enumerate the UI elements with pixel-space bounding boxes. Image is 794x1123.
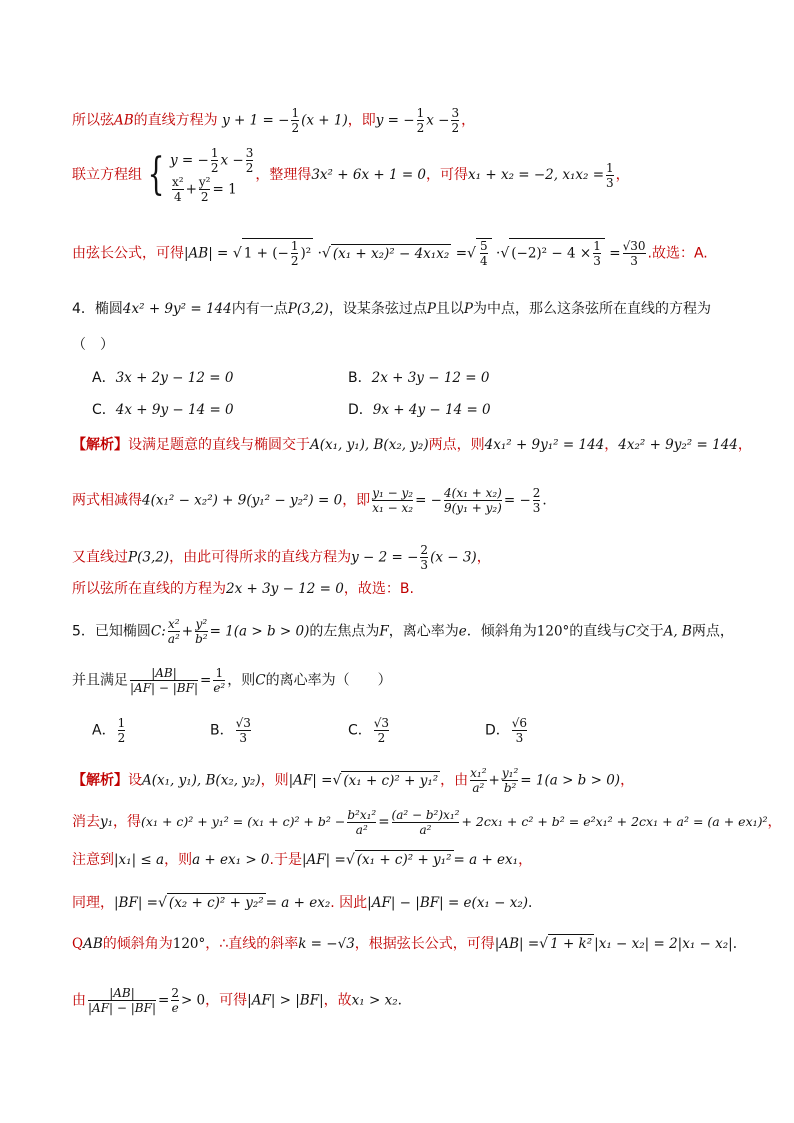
math: + <box>488 772 500 789</box>
option-d[interactable]: D． $\frac{√6}{3}$ <box>485 716 528 745</box>
text: ．倾斜角为 <box>466 623 537 640</box>
option-c[interactable]: C． $\frac{√3}{2}$ <box>348 716 390 745</box>
math: (x₁ + c)² + y₁² = (x₁ + c)² + b² − <box>141 814 346 829</box>
text: ，可得 <box>426 167 469 183</box>
math: C: <box>150 623 166 640</box>
fraction: $\frac{2}{3}$ <box>420 543 429 572</box>
math: = − <box>415 492 442 509</box>
fraction: $\frac{\text{y₁ − y₂}}{\text{x₁ − x₂}}$ <box>372 486 414 515</box>
text: ，由此可得所求的直线方程为 <box>169 549 352 566</box>
text: ，设某条弦过点 <box>328 301 427 317</box>
solution-line-1 <box>72 106 475 135</box>
fraction: $\frac{\text{x²}}{\text{a²}}$ <box>167 617 180 646</box>
math: Q <box>72 936 84 952</box>
text: ，离心率为 <box>388 623 459 640</box>
fraction: $\frac{\text{b²x₁²}}{\text{a²}}$ <box>347 808 377 837</box>
sqrt-symbol: √ <box>332 772 342 789</box>
math: (x + 1) <box>301 112 348 129</box>
text: 注意到 <box>72 852 114 868</box>
math: = 1(a > b > 0) <box>209 623 310 640</box>
text: 的左焦点为 <box>309 623 380 640</box>
math: = <box>609 245 621 262</box>
text: 内有一点 <box>231 301 288 317</box>
analysis-5-line-3 <box>72 850 532 869</box>
text: 的直线方程为 <box>133 112 218 129</box>
fraction: $\frac{\text{4(x₁ + x₂)}}{\text{9(y₁ + y₂)}}$ <box>443 486 502 515</box>
math: a + ex₁ > 0 <box>192 852 270 868</box>
math: y − 2 = − <box>351 549 419 566</box>
math: + <box>181 623 194 640</box>
math: · <box>317 245 322 262</box>
radicand: (x₁ + c)² + y₁² <box>356 852 452 868</box>
math: y + 1 = − <box>222 112 290 129</box>
text: ，故选：B. <box>343 581 414 597</box>
math: 4(x₁² − x₂²) + 9(y₁² − y₂²) = 0 <box>142 492 343 509</box>
sqrt-symbol: √ <box>232 245 242 262</box>
math: y₁ <box>100 814 114 830</box>
math: = <box>378 814 390 830</box>
text: 同理， <box>72 895 114 911</box>
math: 120° <box>536 623 570 640</box>
fraction: $\frac{\text{(a² − b²)x₁²}}{\text{a²}}$ <box>391 808 460 837</box>
fraction: $\frac{|AB|}{|AF| - |BF|}$ <box>130 666 198 695</box>
text: ，则 <box>227 672 256 689</box>
analysis-5-line-2 <box>72 808 782 837</box>
analysis-tag: 【解析】 <box>72 437 128 453</box>
math: . <box>542 492 547 509</box>
analysis-4-line-3 <box>72 543 491 572</box>
math: A(x₁, y₁), B(x₂, y₂) <box>310 437 429 453</box>
option-d[interactable]: D．9x + 4y − 14 = 0 <box>348 402 491 418</box>
analysis-4-line-1 <box>72 436 752 454</box>
math: = <box>158 992 170 1009</box>
analysis-4-line-2 <box>72 486 547 515</box>
text: ，即 <box>347 112 376 129</box>
math: = 1(a > b > 0) <box>520 772 621 789</box>
left-brace: { <box>147 149 165 200</box>
text: ，整理得 <box>255 167 312 183</box>
fraction: $\frac{1}{3}$ <box>606 160 614 190</box>
math: P <box>463 301 474 317</box>
radicand: 1 + (− $\frac{1}{2}$ )² <box>243 239 312 268</box>
fraction: $\frac{|AB|}{|AF| - |BF|}$ <box>88 986 156 1015</box>
equation-system: y = − $\frac{1}{2}$ x − $\frac{3}{2}$ $\frac{\text{x²}}{4}$ + $\frac{\text{y²}}{2}$ = 1 <box>170 146 254 204</box>
text: ，得 <box>113 814 142 830</box>
radicand: (x₂ + c)² + y₂² <box>168 895 264 911</box>
text: ，则 <box>260 772 289 789</box>
math: C <box>255 672 266 689</box>
text: 由弦长公式，可得 <box>72 245 184 262</box>
math: AB <box>114 112 134 129</box>
sqrt-symbol: √ <box>500 245 510 262</box>
question-5-stem-2 <box>72 666 392 695</box>
math: = a + ex₂ <box>265 895 331 911</box>
math: = − <box>503 492 531 509</box>
math: P(3,2) <box>287 301 329 317</box>
text: 交于 <box>635 623 664 640</box>
fraction: $\frac{3}{2}$ <box>451 106 460 135</box>
fraction: $\frac{\text{y₁²}}{\text{b²}}$ <box>501 766 519 795</box>
text: ， <box>737 437 752 453</box>
fraction: $\frac{1}{2}$ <box>416 106 425 135</box>
sqrt-symbol: √ <box>345 852 355 868</box>
radicand: (x₁ + x₂)² − 4x₁x₂ <box>332 245 450 262</box>
text: ，故 <box>323 992 352 1009</box>
math: x − <box>426 112 450 129</box>
text: ，则 <box>164 852 193 868</box>
text: .故选：A. <box>647 245 708 262</box>
analysis-5-line-1 <box>72 766 634 795</box>
text: 所以弦所在直线的方程为 <box>72 581 226 597</box>
text: ，根据弦长公式，可得 <box>354 936 495 952</box>
text: 两式相减得 <box>72 492 142 509</box>
math: |AF| − |BF| = e(x₁ − x₂) <box>367 895 529 911</box>
fraction: $\frac{2}{3}$ <box>532 486 541 515</box>
question-5-stem-1 <box>72 617 734 646</box>
solution-line-2 <box>72 146 630 204</box>
analysis-5-line-4 <box>72 893 532 912</box>
math: . <box>732 936 738 952</box>
math: (x − 3) <box>430 549 477 566</box>
math: 120° <box>172 936 206 952</box>
math: P <box>426 301 436 317</box>
math: . <box>528 895 533 911</box>
text: .于是 <box>269 852 302 868</box>
fraction: $\frac{\text{x₁²}}{\text{a²}}$ <box>470 766 487 795</box>
math: x₁ + x₂ = −2, x₁x₂ = <box>468 167 605 183</box>
fraction: $\frac{1}{2}$ <box>291 106 300 135</box>
text: 的离心率为（ ） <box>265 672 392 689</box>
text: ，可得 <box>205 992 248 1009</box>
option-b[interactable]: B． $\frac{√3}{3}$ <box>210 716 251 745</box>
text: 联立方程组 <box>72 167 142 183</box>
math: x₁ > x₂ <box>351 992 398 1009</box>
solution-line-3 <box>72 238 708 268</box>
text: 的直线与 <box>569 623 626 640</box>
radicand: $\frac{5}{4}$ <box>476 238 492 268</box>
text: 5．已知椭圆 <box>72 623 151 640</box>
text: 且以 <box>435 301 464 317</box>
math: |AF| = <box>301 852 346 868</box>
fraction: $\frac{2}{e}$ <box>171 986 179 1015</box>
analysis-tag: 【解析】 <box>72 772 128 789</box>
math: + 2cx₁ + c² + b² = e²x₁² + 2cx₁ + a² = (a + ex₁)² <box>461 814 768 829</box>
math: |AB| = <box>494 936 540 952</box>
math: |AF| > |BF| <box>247 992 324 1009</box>
text: 的倾斜角为 <box>102 936 173 952</box>
text: 两点，则 <box>428 437 485 453</box>
math: |BF| = <box>114 895 158 911</box>
math: |AF| = <box>288 772 333 789</box>
math: A(x₁, y₁), B(x₂, y₂) <box>142 772 261 789</box>
sqrt-symbol: √ <box>158 895 167 911</box>
text: ， <box>518 852 533 868</box>
math: = <box>455 245 468 262</box>
sqrt-symbol: √ <box>467 245 476 262</box>
text: ， <box>615 167 630 183</box>
math: F <box>379 623 389 640</box>
radicand: (−2)² − 4 × $\frac{1}{3}$ <box>509 238 605 268</box>
fraction: $\frac{√30}{3}$ <box>622 239 646 268</box>
math: |x₁| ≤ a <box>114 852 165 868</box>
sqrt-symbol: √ <box>539 936 549 952</box>
analysis-4-line-4 <box>72 580 414 598</box>
option-a[interactable]: A． $\frac{1}{2}$ <box>92 716 126 745</box>
question-4-stem <box>72 300 711 318</box>
text: ，∴直线的斜率 <box>205 936 299 952</box>
text: ， <box>620 772 635 789</box>
text: ， <box>476 549 491 566</box>
math: e <box>458 623 467 640</box>
radicand: (x₁ + c)² + y₁² <box>343 772 439 789</box>
math: 2x + 3y − 12 = 0 <box>226 581 344 597</box>
option-c[interactable]: C．4x + 9y − 14 = 0 <box>92 402 234 418</box>
text: 两点， <box>691 623 734 640</box>
option-a[interactable]: A．3x + 2y − 12 = 0 <box>92 370 234 386</box>
math: = a + ex₁ <box>453 852 519 868</box>
math: |AB| = <box>184 245 229 262</box>
text: 设 <box>128 772 142 789</box>
text: 并且满足 <box>72 672 128 689</box>
math: |x₁ − x₂| = 2|x₁ − x₂| <box>594 936 733 952</box>
text: ，即 <box>342 492 371 509</box>
text: ， <box>604 437 619 453</box>
sqrt-symbol: √ <box>321 245 331 262</box>
math: C <box>625 623 636 640</box>
math: . <box>397 992 402 1009</box>
math: · <box>496 245 501 262</box>
option-b[interactable]: B．2x + 3y − 12 = 0 <box>348 370 490 386</box>
question-4-paren: （ ） <box>72 337 114 353</box>
math: y = − <box>375 112 415 129</box>
text: 为中点，那么这条弦所在直线的方程为 <box>473 301 712 317</box>
text: ， <box>461 112 476 129</box>
text: 设满足题意的直线与椭圆交于 <box>128 437 310 453</box>
math: 4x₁² + 9y₁² = 144 <box>484 437 605 453</box>
math: AB <box>83 936 103 952</box>
radicand: 1 + k² <box>550 936 593 952</box>
text: 所以弦 <box>72 112 114 129</box>
text: 由 <box>72 992 86 1009</box>
math: A, B <box>663 623 692 640</box>
text: 又直线过 <box>72 549 128 566</box>
math: = <box>200 672 212 689</box>
analysis-5-line-6 <box>72 986 402 1015</box>
text: ， <box>767 814 782 830</box>
analysis-5-line-5 <box>72 934 737 953</box>
math: > 0 <box>180 992 206 1009</box>
fraction: $\frac{1}{\text{e²}}$ <box>213 666 226 695</box>
text: 4．椭圆 <box>72 301 123 317</box>
math: 4x₂² + 9y₂² = 144 <box>618 437 738 453</box>
math: k = −√3 <box>298 936 355 952</box>
math: 3x² + 6x + 1 = 0 <box>311 167 427 183</box>
text: 消去 <box>72 814 100 830</box>
text: . 因此 <box>330 895 368 911</box>
math: 4x² + 9y² = 144 <box>122 301 232 317</box>
fraction: $\frac{\text{y²}}{\text{b²}}$ <box>195 617 208 646</box>
math: P(3,2) <box>128 549 170 566</box>
text: ，由 <box>440 772 469 789</box>
